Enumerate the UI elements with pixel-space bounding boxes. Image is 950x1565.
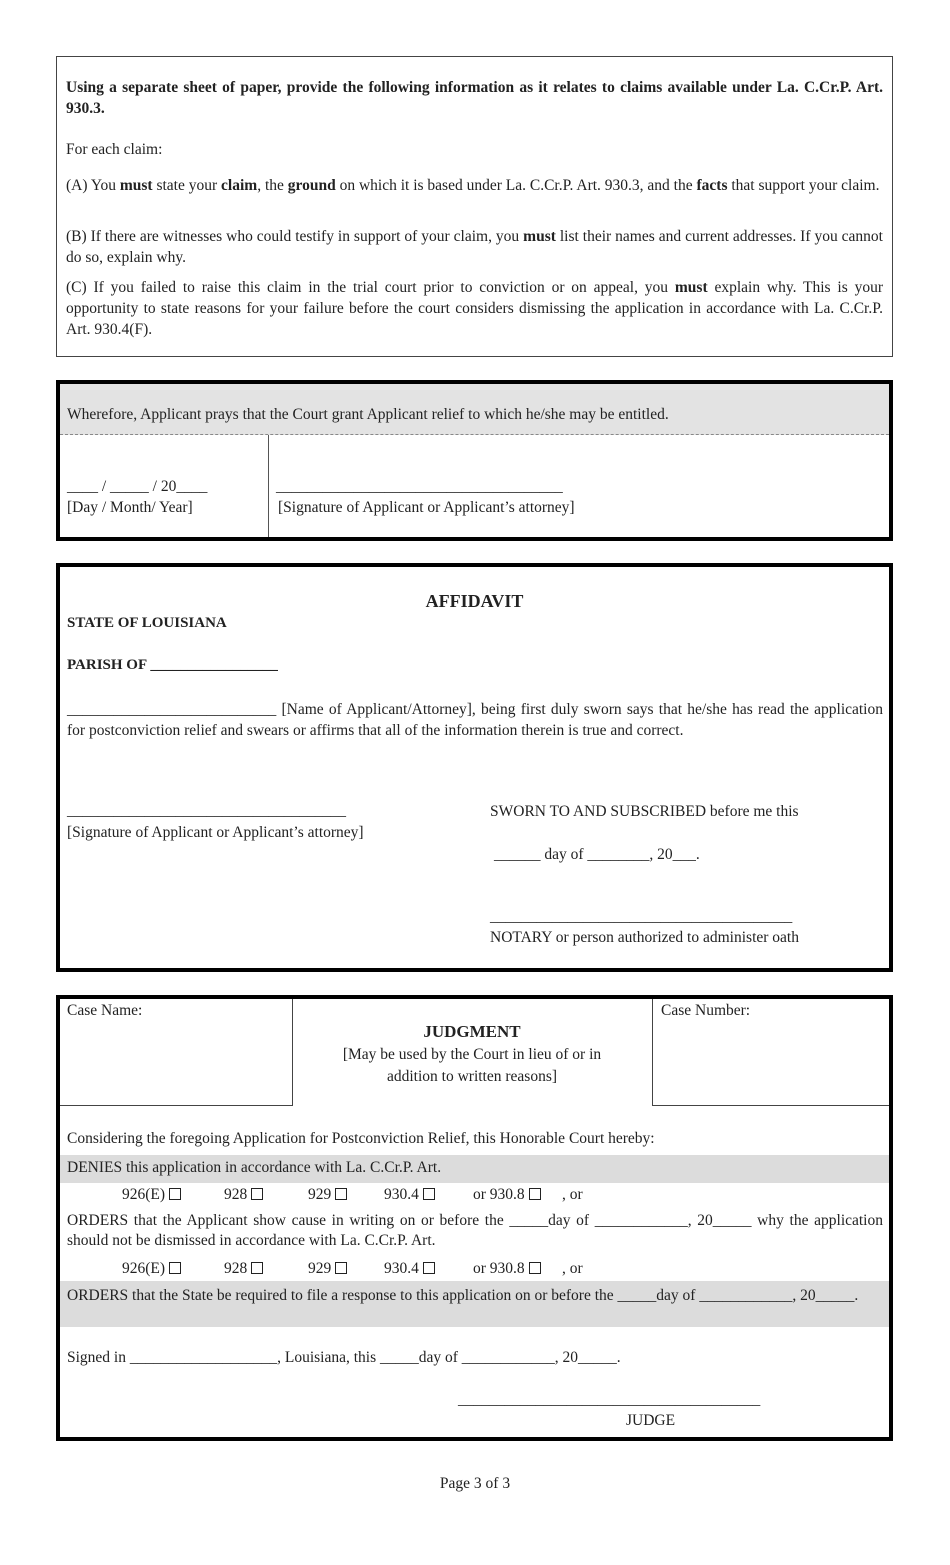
judgment-box [56, 995, 893, 1441]
checkbox-icon[interactable] [529, 1262, 541, 1274]
affidavit-signature-label: [Signature of Applicant or Applicant’s attorney] [67, 824, 364, 841]
denies-or-suffix: , or [562, 1186, 583, 1203]
affidavit-box [56, 563, 893, 972]
applicant-signature-label: [Signature of Applicant or Applicant’s attorney] [278, 499, 575, 516]
cause-or-suffix: , or [562, 1260, 583, 1277]
checkbox-icon[interactable] [335, 1188, 347, 1200]
notary-label: NOTARY or person authorized to administer oath [490, 929, 799, 946]
cause-option-926e[interactable]: 926(E) [122, 1260, 181, 1278]
affidavit-signature-line[interactable]: ____________________________________ [67, 802, 346, 819]
case-name-cell[interactable] [60, 999, 293, 1106]
affidavit-title: AFFIDAVIT [425, 591, 524, 611]
denies-option-926e[interactable]: 926(E) [122, 1186, 181, 1204]
sworn-date-line[interactable]: ______ day of ________, 20___. [494, 846, 700, 863]
judgment-subtitle: [May be used by the Court in lieu of or in addition to written reasons] [342, 1046, 602, 1085]
cause-option-928[interactable]: 928 [224, 1260, 263, 1278]
denies-option-929[interactable]: 929 [308, 1186, 347, 1204]
denies-option-930-8[interactable]: or 930.8 [473, 1186, 541, 1204]
prayer-text: Wherefore, Applicant prays that the Court grant Applicant relief to which he/she may be entitled. [67, 406, 669, 423]
state-label: STATE OF LOUISIANA [67, 615, 227, 631]
instructions-heading: Using a separate sheet of paper, provide the following information as it relates to claims available under La. C.Cr.P. Art. 930.3. [66, 79, 883, 117]
affidavit-body: ___________________________ [Name of Applicant/Attorney], being first duly sworn says that he/she has read the application for postconviction relief and swears or affirms that all of the information therein is true and correct. [67, 701, 883, 739]
case-name-label: Case Name: [67, 1002, 143, 1019]
denies-text: DENIES this application in accordance with La. C.Cr.P. Art. [67, 1159, 442, 1176]
orders-show-cause-text: ORDERS that the Applicant show cause in writing on or before the _____day of ____________, 20_____ why the application should not be dismissed in accordance with La. C.Cr.P. Art. [67, 1212, 883, 1249]
checkbox-icon[interactable] [169, 1188, 181, 1200]
instruction-a: (A) You must state your claim, the ground on which it is based under La. C.Cr.P. Art. 930.3, and the facts that support your claim. [66, 177, 880, 194]
parish-field[interactable]: PARISH OF _________________ [67, 657, 278, 673]
signed-in-line[interactable]: Signed in ___________________, Louisiana, this _____day of ____________, 20_____. [67, 1349, 621, 1366]
checkbox-icon[interactable] [251, 1188, 263, 1200]
date-label: [Day / Month/ Year] [67, 499, 193, 516]
checkbox-icon[interactable] [529, 1188, 541, 1200]
date-line[interactable]: ____ / _____ / 20____ [67, 478, 208, 495]
page-number: Page 3 of 3 [439, 1475, 511, 1492]
prayer-divider [268, 435, 269, 537]
instruction-c: (C) If you failed to raise this claim in the trial court prior to conviction or on appeal, you must explain why. This is your opportunity to state reasons for your failure before the court considers dismissing the application in accordance with La. C.Cr.P. Art. 930.4(F). [66, 279, 883, 338]
case-number-label: Case Number: [661, 1002, 751, 1019]
checkbox-icon[interactable] [251, 1262, 263, 1274]
checkbox-icon[interactable] [423, 1262, 435, 1274]
cause-option-929[interactable]: 929 [308, 1260, 347, 1278]
judgment-title: JUDGMENT [423, 1022, 521, 1041]
cause-checkbox-row [60, 1260, 889, 1282]
judge-label: JUDGE [626, 1412, 676, 1429]
prayer-banner [60, 384, 889, 435]
case-number-cell[interactable] [652, 999, 889, 1106]
instruction-b: (B) If there are witnesses who could testify in support of your claim, you must list their names and current addresses. If you cannot do so, explain why. [66, 228, 883, 266]
instructions-box [56, 56, 893, 357]
notary-signature-line[interactable]: _______________________________________ [490, 908, 793, 925]
checkbox-icon[interactable] [169, 1262, 181, 1274]
checkbox-icon[interactable] [423, 1188, 435, 1200]
cause-option-930-8[interactable]: or 930.8 [473, 1260, 541, 1278]
cause-option-930-4[interactable]: 930.4 [384, 1260, 435, 1278]
denies-option-928[interactable]: 928 [224, 1186, 263, 1204]
judge-signature-line[interactable]: _______________________________________ [458, 1391, 761, 1408]
orders-state-text: ORDERS that the State be required to file a response to this application on or before the _____day of ____________, 20_____. [67, 1287, 859, 1304]
checkbox-icon[interactable] [335, 1262, 347, 1274]
for-each-claim: For each claim: [66, 141, 163, 158]
denies-option-930-4[interactable]: 930.4 [384, 1186, 435, 1204]
denies-checkbox-row [60, 1186, 889, 1208]
sworn-text: SWORN TO AND SUBSCRIBED before me this [490, 803, 799, 820]
prayer-box [56, 380, 893, 541]
applicant-signature-line[interactable]: _____________________________________ [276, 478, 563, 495]
considering-text: Considering the foregoing Application for Postconviction Relief, this Honorable Court hereby: [67, 1130, 655, 1147]
